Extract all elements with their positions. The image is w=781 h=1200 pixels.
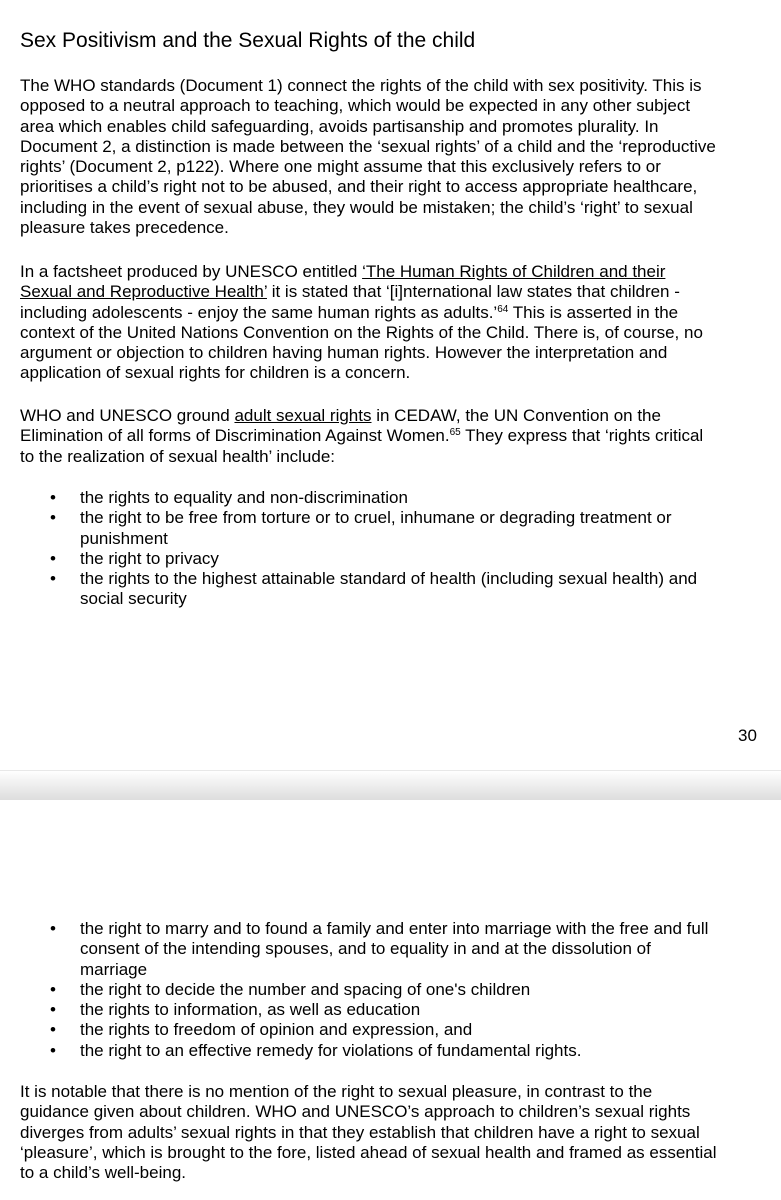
paragraph-line	[20, 262, 765, 282]
list-item-line: the rights to freedom of opinion and expression, and	[80, 1020, 473, 1040]
line-text: including adolescents - enjoy the same human rights as adults.’	[20, 302, 498, 322]
paragraph-line: to a child’s well-being.	[20, 1163, 186, 1183]
bullet-icon: •	[50, 488, 56, 507]
list-item	[0, 549, 781, 569]
line-text: This is asserted in the	[508, 302, 679, 322]
bullet-icon: •	[50, 919, 56, 938]
line-text: In a factsheet produced by UNESCO entitled	[20, 262, 363, 281]
factsheet-link-continued[interactable]: Sexual and Reproductive Health’	[20, 282, 267, 302]
list-item-line: the right to be free from torture or to cruel, inhumane or degrading treatment or	[80, 508, 672, 528]
paragraph-line: area which enables child safeguarding, avoids partisanship and promotes plurality. In	[20, 116, 659, 136]
list-item-line: marriage	[80, 959, 148, 979]
paragraph-line: context of the United Nations Convention on the Rights of the Child. There is, of course, no	[20, 322, 703, 342]
page-separator	[0, 770, 781, 801]
paragraph-line	[20, 426, 765, 446]
paragraph-line: It is notable that there is no mention of the right to sexual pleasure, in contrast to the	[20, 1082, 653, 1101]
bullet-icon: •	[50, 1000, 56, 1020]
list-item	[0, 1041, 781, 1061]
paragraph-line: opposed to a neutral approach to teaching, which would be expected in any other subject	[20, 96, 691, 116]
list-item-line: the rights to information, as well as education	[80, 1000, 421, 1020]
list-item-line: the right to privacy	[80, 548, 219, 568]
list-item	[0, 508, 781, 549]
paragraph-line: prioritises a child’s right not to be abused, and their right to access appropriate healthcare,	[20, 177, 698, 197]
bullet-icon: •	[50, 1040, 56, 1060]
paragraph-line	[20, 282, 765, 302]
bullet-icon: •	[50, 548, 56, 568]
paragraph-adult-sexual-rights	[20, 406, 765, 467]
list-item-line: punishment	[80, 528, 168, 548]
list-item	[0, 569, 781, 610]
bullet-icon: •	[50, 569, 56, 589]
bullet-icon: •	[50, 1020, 56, 1040]
line-text: They express that ‘rights critical	[460, 426, 704, 446]
list-item-line: the right to decide the number and spacing of one's children	[80, 979, 531, 999]
paragraph-line: pleasure takes precedence.	[20, 218, 229, 238]
factsheet-link[interactable]: ‘The Human Rights of Children and their	[362, 262, 666, 281]
paragraph-line: including in the event of sexual abuse, they would be mistaken; the child’s ‘right’ to sexual	[20, 197, 693, 217]
paragraph-line: to the realization of sexual health’ include:	[20, 446, 336, 466]
list-item	[0, 1000, 781, 1020]
footnote-ref-64: 64	[497, 303, 509, 315]
paragraph-line: Document 2, a distinction is made between the ‘sexual rights’ of a child and the ‘reproductive	[20, 136, 716, 156]
list-item-line: the rights to equality and non-discrimination	[80, 488, 408, 507]
document-page-31	[0, 800, 781, 1200]
paragraph-unesco-factsheet	[20, 262, 765, 384]
line-text: it is stated that ‘[i]nternational law states that children -	[266, 282, 680, 302]
bullet-icon: •	[50, 979, 56, 999]
page-number: 30	[738, 726, 757, 745]
paragraph-who-standards	[20, 76, 765, 238]
paragraph-line	[20, 406, 765, 426]
paragraph-conclusion	[20, 1082, 765, 1183]
rights-list	[0, 488, 781, 610]
list-item	[0, 980, 781, 1000]
paragraph-line: The WHO standards (Document 1) connect the rights of the child with sex positivity. This is	[20, 76, 702, 95]
list-item-line: the right to an effective remedy for violations of fundamental rights.	[80, 1040, 582, 1060]
list-item	[0, 919, 781, 980]
paragraph-line: argument or objection to children having human rights. However the interpretation and	[20, 343, 668, 363]
paragraph-line: diverges from adults’ sexual rights in that they establish that children have a right to sexual	[20, 1122, 700, 1142]
list-item-line: the rights to the highest attainable standard of health (including sexual health) and	[80, 569, 698, 589]
line-text: in CEDAW, the UN Convention on the	[371, 406, 661, 425]
rights-list-continued	[0, 919, 781, 1061]
paragraph-line: guidance given about children. WHO and UNESCO’s approach to children’s sexual rights	[20, 1102, 691, 1122]
list-item-line: the right to marry and to found a family and enter into marriage with the free and full	[80, 919, 709, 938]
adult-sexual-rights-link[interactable]: adult sexual rights	[234, 406, 372, 425]
list-item	[0, 1020, 781, 1040]
line-text: Elimination of all forms of Discrimination Against Women.	[20, 426, 450, 446]
paragraph-line: application of sexual rights for children is a concern.	[20, 363, 411, 383]
footnote-ref-65: 65	[449, 427, 461, 439]
bullet-icon: •	[50, 508, 56, 528]
list-item-line: social security	[80, 589, 187, 609]
line-text: WHO and UNESCO ground	[20, 406, 235, 425]
list-item	[0, 488, 781, 508]
paragraph-line	[20, 303, 765, 323]
paragraph-line: ‘pleasure’, which is brought to the fore, listed ahead of sexual health and framed as essential	[20, 1142, 717, 1162]
section-heading: Sex Positivism and the Sexual Rights of the child	[20, 29, 476, 52]
list-item-line: consent of the intending spouses, and to equality in and at the dissolution of	[80, 939, 651, 959]
paragraph-line: rights’ (Document 2, p122). Where one might assume that this exclusively refers to or	[20, 157, 661, 177]
